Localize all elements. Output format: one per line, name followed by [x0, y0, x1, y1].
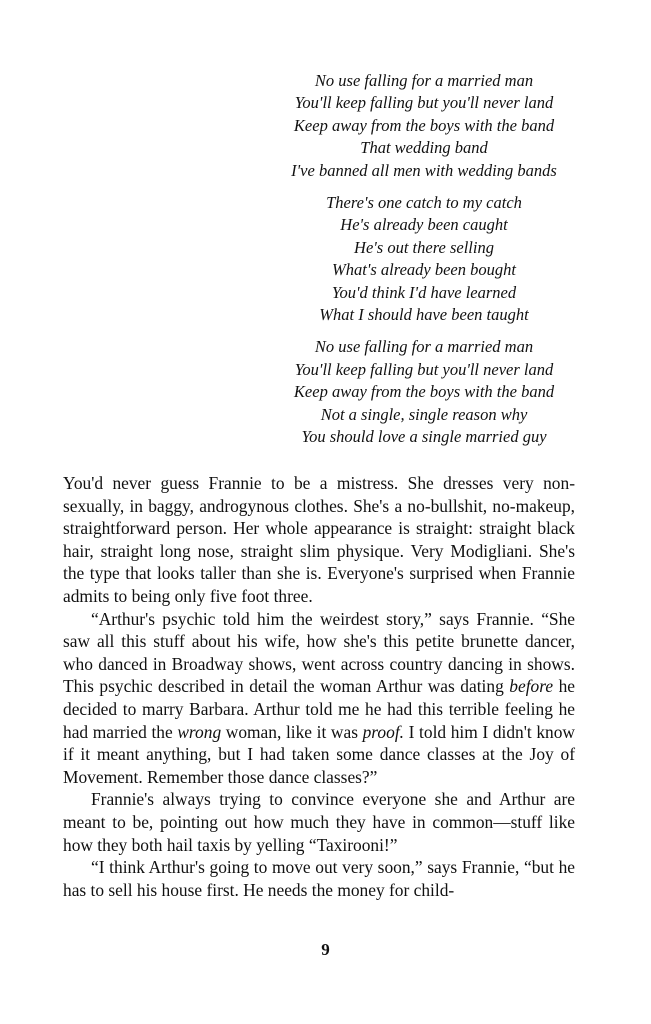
lyrics-stanza-1: [270, 70, 578, 182]
lyric-line: That wedding band: [360, 138, 488, 158]
paragraph-2: [63, 608, 575, 789]
lyric-line: He's out there selling: [354, 237, 494, 257]
lyric-line: You should love a single married guy: [301, 427, 547, 447]
song-lyrics: [270, 70, 578, 459]
lyrics-stanza-2: [270, 192, 578, 326]
lyric-line: You'll keep falling but you'll never land: [294, 93, 554, 113]
paragraph-2-text-c: woman, like it was: [221, 721, 363, 742]
lyric-line: There's one catch to my catch: [326, 193, 522, 213]
paragraph-2-text-a: “Arthur's psychic told him the weirdest story,” says Frannie. “She saw all this stuff about his wife, how she's this petite brunette dancer, who danced in Broadway shows, went across country dancing in shows. This psychic described in detail the woman Arthur was dating: [63, 608, 575, 697]
lyric-line: What's already been bought: [332, 260, 516, 280]
lyric-line: I've banned all men with wedding bands: [291, 160, 557, 180]
lyric-line: No use falling for a married man: [314, 71, 534, 90]
lyric-line: Keep away from the boys with the band: [293, 382, 555, 402]
body-text: [63, 472, 575, 901]
paragraph-3: Frannie's always trying to convince everyone she and Arthur are meant to be, pointing out how much they have in common—stuff like how they both hail taxis by yelling “Taxirooni!”: [63, 789, 575, 855]
emphasis-proof: proof.: [362, 721, 404, 742]
lyric-line: You'll keep falling but you'll never land: [294, 359, 554, 379]
lyric-line: What I should have been taught: [319, 305, 529, 325]
paragraph-2-text-d: I told him I didn't know if it meant anything, but I had taken some dance classes at the Joy of Movement. Remember those dance classes?”: [63, 721, 575, 787]
lyric-line: He's already been caught: [340, 215, 508, 235]
page-number: 9: [321, 940, 330, 959]
emphasis-before: before: [509, 676, 554, 697]
lyric-line: You'd think I'd have learned: [331, 282, 517, 302]
paragraph-1: You'd never guess Frannie to be a mistress. She dresses very non-sexually, in baggy, androgynous clothes. She's a no-bullshit, no-makeup, straightforward person. Her whole appearance is straight: straight black hair, straight long nose, straight slim physique. Very Modigliani. She's the type that looks taller than she is. Everyone's surprised when Frannie admits to being only five foot three.: [63, 473, 575, 606]
emphasis-wrong: wrong: [177, 721, 222, 742]
lyrics-stanza-3: [270, 336, 578, 448]
lyric-line: No use falling for a married man: [314, 337, 534, 357]
lyric-line: Keep away from the boys with the band: [293, 115, 555, 135]
lyric-line: Not a single, single reason why: [320, 404, 528, 424]
paragraph-4: “I think Arthur's going to move out very soon,” says Frannie, “but he has to sell his house first. He needs the money for child-: [63, 857, 575, 900]
paragraph-2-text-b: he decided to marry Barbara. Arthur told me he had this terrible feeling he had married the: [63, 676, 576, 742]
